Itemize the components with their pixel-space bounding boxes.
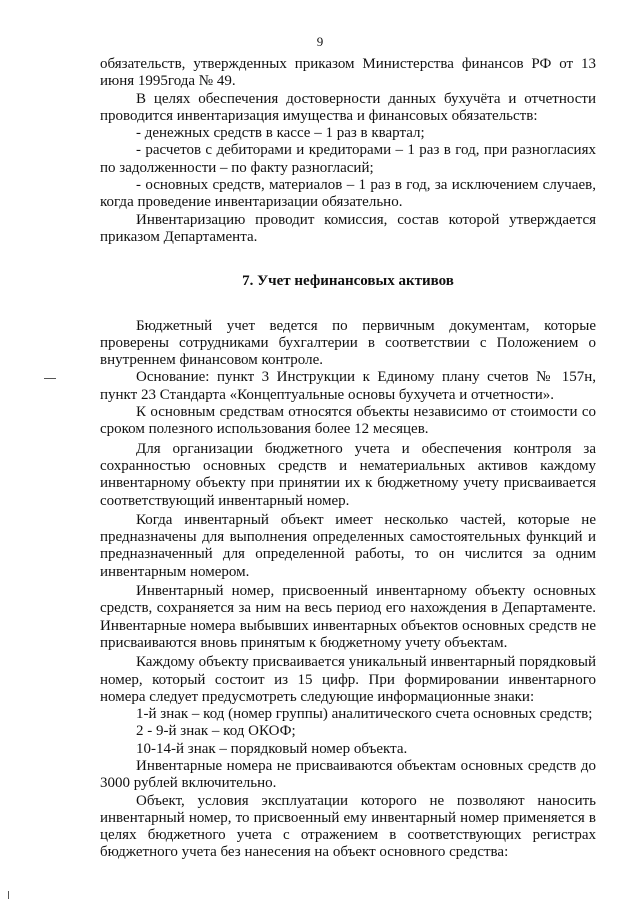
paragraph: Инвентарные номера не присваиваются объектам основных средств до 3000 рублей включительно.	[100, 757, 596, 792]
document-body	[100, 56, 596, 862]
paragraph: Инвентаризацию проводит комиссия, состав которой утверждается приказом Департамента.	[100, 211, 596, 245]
margin-mark	[44, 378, 56, 379]
paragraph: Когда инвентарный объект имеет несколько частей, которые не предназначены для выполнения определенных самостоятельных функций и предназначенный для определенной работы, то он числится за одним инвентарным номером.	[100, 511, 596, 580]
page-number: 9	[316, 34, 324, 49]
paragraph: К основным средствам относятся объекты независимо от стоимости со сроком полезного использования более 12 месяцев.	[100, 404, 596, 438]
paragraph: В целях обеспечения достоверности данных бухучёта и отчетности проводится инвентаризация имущества и финансовых обязательств:	[100, 90, 596, 124]
list-item: 10-14-й знак – порядковый номер объекта.	[136, 740, 408, 757]
paragraph: Каждому объекту присваивается уникальный инвентарный порядковый номер, который состоит из 15 цифр. При формировании инвентарного номера следует предусмотреть следующие информационные знаки:	[100, 654, 596, 705]
list-item: - основных средств, материалов – 1 раз в год, за исключением случаев, когда проведение инвентаризации обязательно.	[100, 177, 596, 211]
section-heading: 7. Учет нефинансовых активов	[242, 273, 454, 290]
list-item: 2 - 9-й знак – код ОКОФ;	[136, 723, 296, 740]
scan-mark	[8, 891, 9, 899]
list-item: - денежных средств в кассе – 1 раз в квартал;	[136, 125, 425, 142]
list-item: - расчетов с дебиторами и кредиторами – 1 раз в год, при разногласиях по задолженности – по факту разногласий;	[100, 142, 596, 176]
paragraph: Объект, условия эксплуатации которого не позволяют наносить инвентарный номер, то присвоенный ему инвентарный номер применяется в целях бюджетного учета с отражением в соответствующих регистрах бюджетного учета без нанесения на объект основного средства:	[100, 792, 596, 861]
paragraph: обязательств, утвержденных приказом Министерства финансов РФ от 13 июня 1995года № 49.	[100, 56, 596, 90]
list-item: 1-й знак – код (номер группы) аналитического счета основных средств;	[136, 706, 593, 723]
paragraph: Основание: пункт 3 Инструкции к Единому плану счетов № 157н, пункт 23 Стандарта «Концептуальные основы бухучета и отчетности».	[100, 369, 596, 403]
paragraph: Бюджетный учет ведется по первичным документам, которые проверены сотрудниками бухгалтерии в соответствии с Положением о внутреннем финансовом контроле.	[100, 317, 596, 369]
paragraph: Для организации бюджетного учета и обеспечения контроля за сохранностью основных средств и нематериальных активов каждому инвентарному объекту при принятии их к бюджетному учету присваивается соответствующий инвентарный номер.	[100, 440, 596, 509]
paragraph: Инвентарный номер, присвоенный инвентарному объекту основных средств, сохраняется за ним на весь период его нахождения в Департаменте. Инвентарные номера выбывших инвентарных объектов основных средств не присваиваются вновь принятым к бюджетному учету объектам.	[100, 583, 596, 651]
